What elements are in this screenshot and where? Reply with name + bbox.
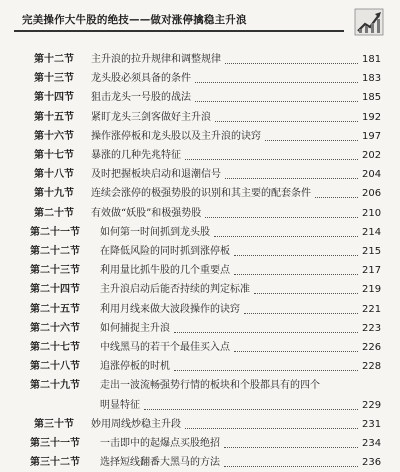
toc-entry[interactable] xyxy=(0,435,400,453)
toc-section-title: 操作涨停板和龙头股以及主升浪的诀窍 xyxy=(91,130,261,142)
toc-page-number: 181 xyxy=(362,54,382,65)
toc-entry[interactable] xyxy=(0,89,400,107)
toc-page-number: 215 xyxy=(362,246,382,257)
toc-page-number: 214 xyxy=(362,226,382,238)
toc-entry-continuation[interactable] xyxy=(0,397,400,415)
toc-dot-leader xyxy=(234,274,358,275)
toc-section-title: 龙头股必须具备的条件 xyxy=(91,73,191,85)
page-header xyxy=(0,0,400,40)
toc-dot-leader xyxy=(315,197,358,198)
toc-page-number: 217 xyxy=(362,265,382,277)
toc-dot-leader xyxy=(225,63,358,64)
toc-page-number: 202 xyxy=(362,150,382,161)
toc-dot-leader xyxy=(195,82,358,83)
toc-entry[interactable] xyxy=(0,205,400,223)
toc-entry[interactable] xyxy=(0,320,400,338)
toc-page-number: 228 xyxy=(362,361,382,373)
toc-dot-leader xyxy=(254,293,358,294)
toc-section-title: 选择短线翻番大黑马的方法 xyxy=(100,457,220,469)
toc-entry[interactable] xyxy=(0,301,400,319)
toc-section-number: 第二十五节 xyxy=(30,303,80,315)
toc-dot-leader xyxy=(174,370,358,371)
toc-section-number: 第三十二节 xyxy=(30,457,80,469)
toc-entry[interactable] xyxy=(0,454,400,472)
toc-section-title: 走出一波流畅强势行情的板块和个股都具有的四个 xyxy=(100,380,320,392)
toc-section-number: 第二十九节 xyxy=(30,380,80,392)
toc-dot-leader xyxy=(234,255,358,256)
toc-page-number: 192 xyxy=(362,111,382,123)
toc-section-number: 第十六节 xyxy=(34,130,74,142)
toc-section-number: 第二十四节 xyxy=(30,284,80,296)
toc-section-title: 追涨停板的时机 xyxy=(100,361,170,373)
toc-dot-leader xyxy=(174,332,358,333)
toc-section-title: 及时把握板块启动和退潮信号 xyxy=(91,169,221,181)
toc-section-number: 第三十节 xyxy=(34,418,74,430)
toc-section-number: 第十三节 xyxy=(34,73,74,85)
toc-dot-leader xyxy=(244,313,358,314)
toc-page-number: 183 xyxy=(362,73,382,85)
toc-section-title-continued: 明显特征 xyxy=(100,399,140,411)
toc-dot-leader xyxy=(234,351,358,352)
toc-dot-leader xyxy=(225,178,358,179)
toc-page-number: 229 xyxy=(362,399,382,411)
toc-section-number: 第十九节 xyxy=(34,188,74,200)
toc-page-number: 219 xyxy=(362,284,382,296)
toc-entry[interactable] xyxy=(0,243,400,261)
toc-entry[interactable] xyxy=(0,128,400,146)
toc-dot-leader xyxy=(185,428,358,429)
toc-entry[interactable] xyxy=(0,416,400,434)
toc-dot-leader xyxy=(144,409,358,410)
toc-section-title: 紧盯龙头三剑客做好主升浪 xyxy=(91,111,211,123)
toc-section-title: 狙击龙头一号股的战法 xyxy=(91,92,191,104)
toc-section-title: 暴涨的几种先兆特征 xyxy=(91,150,181,161)
toc-entry[interactable] xyxy=(0,147,400,165)
toc-dot-leader xyxy=(214,236,358,237)
toc-page-number: 236 xyxy=(362,457,382,469)
toc-entry[interactable] xyxy=(0,109,400,127)
toc-page-number: 204 xyxy=(362,169,382,181)
rising-arrow-emblem-icon xyxy=(354,8,384,36)
toc-entry[interactable] xyxy=(0,358,400,376)
toc-dot-leader xyxy=(185,159,358,160)
toc-section-title: 利用月线来做大波段操作的诀窍 xyxy=(100,303,240,315)
toc-page-number: 223 xyxy=(362,322,382,334)
toc-dot-leader xyxy=(224,466,358,467)
header-rule xyxy=(14,30,344,32)
toc-section-title: 有效做“妖股”和极强势股 xyxy=(91,207,202,219)
toc-entry[interactable] xyxy=(0,377,400,395)
toc-section-number: 第二十八节 xyxy=(30,361,80,373)
toc-section-title: 如何第一时间抓到龙头股 xyxy=(100,226,210,238)
toc-entry[interactable] xyxy=(0,224,400,242)
toc-section-number: 第十四节 xyxy=(34,92,74,104)
toc-entry[interactable] xyxy=(0,185,400,203)
toc-entry[interactable] xyxy=(0,166,400,184)
toc-section-number: 第二十七节 xyxy=(30,342,80,353)
toc-dot-leader xyxy=(215,121,358,122)
toc-section-title: 主升浪的拉升规律和调整规律 xyxy=(91,54,221,65)
toc-section-number: 第二十二节 xyxy=(30,246,80,257)
toc-section-number: 第二十三节 xyxy=(30,265,80,277)
toc-section-title: 主升浪启动后能否持续的判定标准 xyxy=(100,284,250,296)
toc-dot-leader xyxy=(224,447,358,448)
toc-page-number: 210 xyxy=(362,207,382,219)
toc-section-number: 第三十一节 xyxy=(30,438,80,449)
toc-section-title: 在降低风险的同时抓到涨停板 xyxy=(100,246,230,257)
toc-section-number: 第二十一节 xyxy=(30,226,80,238)
toc-page-number: 226 xyxy=(362,342,382,353)
toc-section-title: 妙用周线炒稳主升段 xyxy=(91,418,181,430)
toc-section-number: 第十七节 xyxy=(34,150,74,161)
toc-section-number: 第二十节 xyxy=(34,207,74,219)
toc-section-number: 第十八节 xyxy=(34,169,74,181)
toc-section-title: 如何捕捉主升浪 xyxy=(100,322,170,334)
toc-entry[interactable] xyxy=(0,51,400,69)
toc-dot-leader xyxy=(195,101,358,102)
toc-entry[interactable] xyxy=(0,281,400,299)
toc-page-number: 221 xyxy=(362,303,382,315)
toc-section-number: 第二十六节 xyxy=(30,322,80,334)
toc-page-number: 231 xyxy=(362,418,382,430)
toc-entry[interactable] xyxy=(0,70,400,88)
toc-page-number: 185 xyxy=(362,92,382,104)
toc-section-title: 利用量比抓牛股的几个重要点 xyxy=(100,265,230,277)
toc-entry[interactable] xyxy=(0,339,400,357)
toc-page-number: 206 xyxy=(362,188,382,200)
toc-page-number: 234 xyxy=(362,438,382,449)
toc-section-title: 中线黑马的若干个最佳买入点 xyxy=(100,342,230,353)
toc-page-number: 197 xyxy=(362,130,382,142)
toc-dot-leader xyxy=(205,217,358,218)
toc-section-title: 连续会涨停的极强势股的识别和其主要的配套条件 xyxy=(91,188,311,200)
toc-entry[interactable] xyxy=(0,262,400,280)
running-head-title: 完美操作大牛股的绝技——做对涨停擒稳主升浪 xyxy=(22,14,247,26)
toc-section-number: 第十二节 xyxy=(34,54,74,65)
toc-section-number: 第十五节 xyxy=(34,111,74,123)
toc-dot-leader xyxy=(265,140,358,141)
toc-section-title: 一击即中的起爆点买股绝招 xyxy=(100,438,220,449)
